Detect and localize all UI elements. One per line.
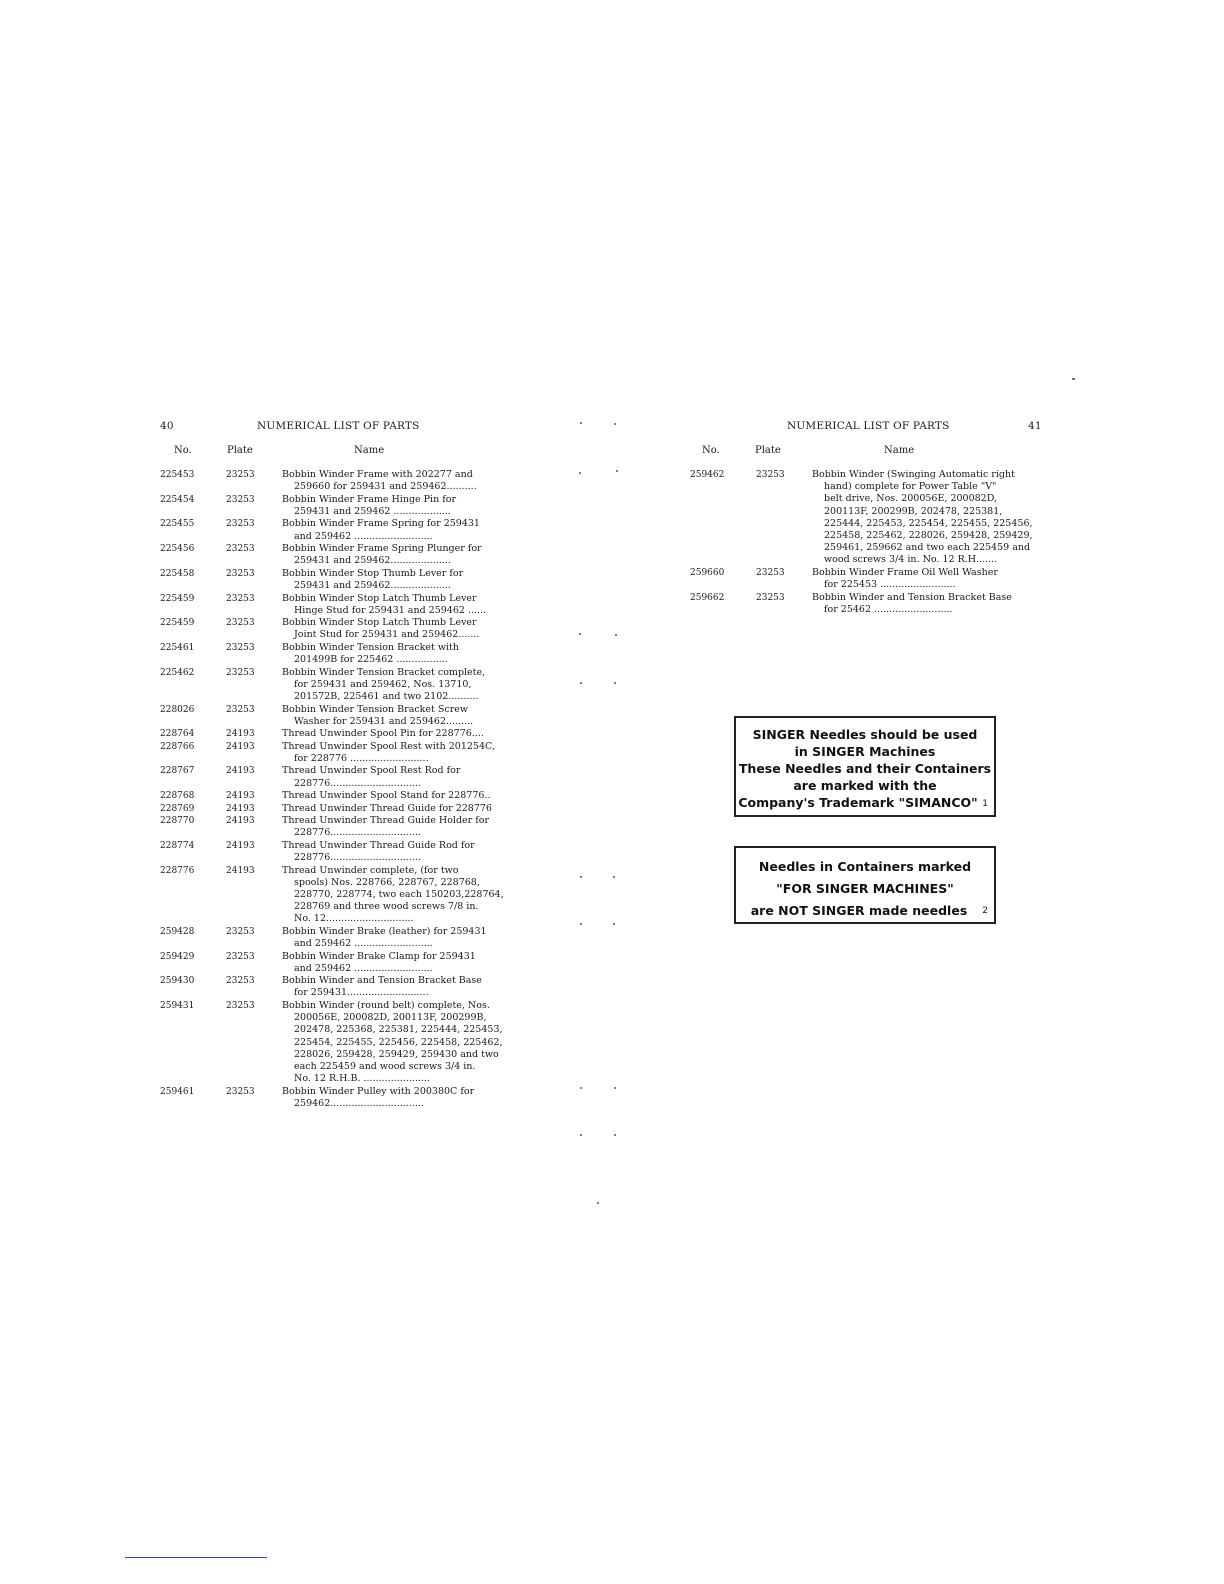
part-name-line: spools) Nos. 228766, 228767, 228768, <box>294 876 480 888</box>
part-name-line: hand) complete for Power Table "V" <box>824 481 997 493</box>
part-name-line: No. 12............................. <box>294 913 414 925</box>
part-row <box>160 1000 520 1085</box>
part-name-line: and 259462 .......................... <box>294 938 433 950</box>
part-name-line: Bobbin Winder Brake Clamp for 259431 <box>282 950 476 962</box>
parts-list <box>160 469 520 1110</box>
not-singer-needles-notice <box>734 846 996 924</box>
part-number: 259428 <box>160 926 195 937</box>
part-name-line: 228769 and three wood screws 7/8 in. <box>294 901 479 913</box>
scan-speck <box>615 634 617 636</box>
part-name-line: Thread Unwinder Spool Stand for 228776.. <box>282 790 491 802</box>
part-name-line: Bobbin Winder Tension Bracket Screw <box>282 703 469 715</box>
page-title: NUMERICAL LIST OF PARTS <box>787 420 950 432</box>
scan-speck <box>1072 378 1075 380</box>
part-number: 259430 <box>160 976 195 987</box>
part-name-line: Washer for 259431 and 259462......... <box>294 715 474 727</box>
part-name-line: Bobbin Winder Stop Latch Thumb Lever <box>282 592 477 604</box>
part-number: 228769 <box>160 803 195 814</box>
plate-number: 23253 <box>226 951 255 962</box>
part-name <box>812 469 1050 567</box>
plate-number: 23253 <box>226 976 255 987</box>
plate-number: 23253 <box>226 1086 255 1097</box>
part-number: 225459 <box>160 593 195 604</box>
part-name-line: Bobbin Winder Frame with 202277 and <box>282 469 473 480</box>
part-number: 225453 <box>160 470 195 480</box>
part-number: 228764 <box>160 729 195 740</box>
part-name-line: each 225459 and wood screws 3/4 in. <box>294 1060 476 1072</box>
part-number: 259662 <box>690 592 725 603</box>
part-name-line: and 259462 .......................... <box>294 962 433 974</box>
scan-speck <box>613 923 615 925</box>
notice-line: are NOT SINGER made needles <box>750 903 968 918</box>
part-name <box>282 1000 520 1085</box>
scan-speck <box>580 1087 582 1089</box>
part-name-line: Hinge Stud for 259431 and 259462 ...... <box>294 604 487 616</box>
part-name-line: Bobbin Winder Brake (leather) for 259431 <box>282 925 487 937</box>
part-row <box>160 728 520 740</box>
scan-speck <box>579 633 581 635</box>
plate-number: 24193 <box>226 840 255 851</box>
notice-line: in SINGER Machines <box>794 744 936 759</box>
part-name-line: Bobbin Winder Stop Latch Thumb Lever <box>282 617 477 629</box>
part-name-line: Bobbin Winder and Tension Bracket Base <box>812 591 1012 603</box>
part-name-line: Thread Unwinder Thread Guide Rod for <box>282 839 475 851</box>
part-name-line: Thread Unwinder Spool Rest with 201254C, <box>282 740 495 752</box>
scan-speck <box>580 923 582 925</box>
part-name-line: 201572B, 225461 and two 2102.......... <box>294 691 479 703</box>
plate-number: 24193 <box>226 865 255 876</box>
scan-speck <box>580 876 582 878</box>
part-name <box>282 568 520 592</box>
scan-speck <box>614 1134 616 1136</box>
part-row <box>160 642 520 666</box>
part-name-line: for 225453 ......................... <box>824 579 956 591</box>
part-name-line: Thread Unwinder complete, (for two <box>282 864 459 876</box>
part-row <box>160 667 520 704</box>
footer-rule <box>125 1557 267 1558</box>
part-name-line: Bobbin Winder Frame Spring for 259431 <box>282 518 480 530</box>
scan-speck <box>580 1134 582 1136</box>
part-name <box>282 518 520 542</box>
part-name-line: Thread Unwinder Thread Guide Holder for <box>282 815 489 827</box>
part-row <box>160 975 520 999</box>
part-number: 228766 <box>160 741 195 752</box>
page-number: 41 <box>1028 420 1042 432</box>
part-name-line: Bobbin Winder Pulley with 200380C for <box>282 1085 475 1097</box>
part-name-line: for 259431........................... <box>294 987 429 999</box>
part-name-line: 259431 and 259462.................... <box>294 580 451 592</box>
plate-number: 23253 <box>756 567 785 578</box>
part-name-line: and 259462 .......................... <box>294 530 433 542</box>
part-row <box>160 926 520 950</box>
part-name-line: Bobbin Winder (round belt) complete, Nos. <box>282 999 490 1011</box>
part-row <box>160 815 520 839</box>
part-name <box>282 926 520 950</box>
part-row <box>160 803 520 815</box>
part-name-line: belt drive, Nos. 200056E, 200082D, <box>824 493 998 505</box>
part-number: 225456 <box>160 544 195 555</box>
notice-line: "FOR SINGER MACHINES" <box>776 881 954 896</box>
part-name-line: Bobbin Winder Frame Spring Plunger for <box>282 543 482 555</box>
part-name <box>812 567 1050 591</box>
part-number: 225461 <box>160 642 195 653</box>
plate-number: 23253 <box>226 568 255 579</box>
part-name <box>282 494 520 518</box>
plate-number: 24193 <box>226 729 255 740</box>
part-number: 228767 <box>160 766 195 777</box>
part-number: 259462 <box>690 470 725 480</box>
column-header-no: No. <box>702 445 720 456</box>
part-name-line: 259431 and 259462 ................... <box>294 505 451 517</box>
part-name-line: Bobbin Winder (Swinging Automatic right <box>812 469 1015 480</box>
part-name <box>282 865 520 926</box>
part-name-line: 228026, 259428, 259429, 259430 and two <box>294 1048 499 1060</box>
part-name <box>282 765 520 789</box>
part-row <box>160 518 520 542</box>
singer-needles-notice <box>734 716 996 817</box>
part-name <box>282 815 520 839</box>
part-name-line: 259462............................... <box>294 1097 424 1109</box>
notice-line: Company's Trademark "SIMANCO" <box>738 795 978 810</box>
part-number: 225455 <box>160 519 195 530</box>
part-name-line: Thread Unwinder Spool Rest Rod for <box>282 765 461 777</box>
part-name <box>282 593 520 617</box>
plate-number: 24193 <box>226 766 255 777</box>
part-row <box>160 741 520 765</box>
part-number: 228774 <box>160 840 195 851</box>
part-number: 225462 <box>160 667 195 678</box>
part-name-line: wood screws 3/4 in. No. 12 R.H....... <box>824 554 998 566</box>
notice-number: 1 <box>982 799 988 809</box>
part-row <box>160 951 520 975</box>
part-row <box>160 790 520 802</box>
column-header-plate: Plate <box>755 445 781 456</box>
scan-speck <box>614 682 616 684</box>
plate-number: 24193 <box>226 803 255 814</box>
notice-number: 2 <box>982 906 988 916</box>
part-number: 228768 <box>160 791 195 802</box>
part-name-line: 225458, 225462, 228026, 259428, 259429, <box>824 530 1033 542</box>
notice-line: Needles in Containers marked <box>758 859 972 874</box>
part-name-line: 202478, 225368, 225381, 225444, 225453, <box>294 1024 503 1036</box>
column-header-name: Name <box>884 445 915 456</box>
part-row <box>690 469 1050 567</box>
part-number: 259429 <box>160 951 195 962</box>
plate-number: 23253 <box>226 593 255 604</box>
scan-speck <box>614 1087 616 1089</box>
parts-list <box>690 469 1050 616</box>
part-number: 259660 <box>690 567 725 578</box>
part-number: 259461 <box>160 1086 195 1097</box>
part-name <box>282 790 520 802</box>
part-name-line: 200113F, 200299B, 202478, 225381, <box>824 505 1003 517</box>
plate-number: 23253 <box>226 642 255 653</box>
part-name <box>282 667 520 704</box>
part-row <box>160 704 520 728</box>
part-name <box>282 617 520 641</box>
plate-number: 23253 <box>756 470 785 480</box>
scan-speck <box>614 423 616 425</box>
part-row <box>160 494 520 518</box>
plate-number: 23253 <box>226 926 255 937</box>
plate-number: 24193 <box>226 741 255 752</box>
part-name-line: Bobbin Winder and Tension Bracket Base <box>282 975 482 987</box>
part-name-line: 225444, 225453, 225454, 225455, 225456, <box>824 517 1033 529</box>
plate-number: 24193 <box>226 791 255 802</box>
part-name-line: for 228776 .......................... <box>294 752 429 764</box>
page-title: NUMERICAL LIST OF PARTS <box>257 420 420 432</box>
part-name-line: 228776.............................. <box>294 852 421 864</box>
plate-number: 23253 <box>226 1000 255 1011</box>
scan-speck <box>616 470 618 472</box>
part-name-line: No. 12 R.H.B. ...................... <box>294 1073 430 1085</box>
part-name-line: Bobbin Winder Tension Bracket with <box>282 641 459 653</box>
plate-number: 24193 <box>226 816 255 827</box>
part-name <box>282 704 520 728</box>
part-name-line: Bobbin Winder Stop Thumb Lever for <box>282 567 464 579</box>
scan-speck <box>613 876 615 878</box>
part-row <box>160 617 520 641</box>
plate-number: 23253 <box>226 704 255 715</box>
scan-speck <box>597 1202 599 1204</box>
part-row <box>690 567 1050 591</box>
plate-number: 23253 <box>226 544 255 555</box>
part-number: 228770 <box>160 816 195 827</box>
part-number: 259431 <box>160 1000 195 1011</box>
part-name-line: 259431 and 259462.................... <box>294 555 451 567</box>
part-name <box>282 642 520 666</box>
plate-number: 23253 <box>226 470 255 480</box>
part-name-line: 225454, 225455, 225456, 225458, 225462, <box>294 1036 503 1048</box>
part-row <box>690 592 1050 616</box>
part-name-line: Joint Stud for 259431 and 259462....... <box>294 629 480 641</box>
part-number: 228026 <box>160 704 195 715</box>
part-name-line: Thread Unwinder Thread Guide for 228776 <box>282 802 492 814</box>
scan-speck <box>579 472 581 474</box>
part-name-line: 200056E, 200082D, 200113F, 200299B, <box>294 1012 487 1024</box>
part-name-line: 259660 for 259431 and 259462.......... <box>294 481 477 493</box>
part-name-line: Bobbin Winder Tension Bracket complete, <box>282 666 486 678</box>
part-row <box>160 765 520 789</box>
part-number: 225459 <box>160 618 195 629</box>
plate-number: 23253 <box>226 494 255 505</box>
plate-number: 23253 <box>226 667 255 678</box>
scan-speck <box>580 682 582 684</box>
notice-line: are marked with the <box>793 778 937 793</box>
part-row <box>160 865 520 926</box>
plate-number: 23253 <box>756 592 785 603</box>
part-name <box>282 543 520 567</box>
plate-number: 23253 <box>226 519 255 530</box>
part-name <box>282 803 520 815</box>
part-name-line: 228770, 228774, two each 150203,228764, <box>294 888 504 900</box>
part-row <box>160 543 520 567</box>
column-header-no: No. <box>174 445 192 456</box>
plate-number: 23253 <box>226 618 255 629</box>
part-name-line: Thread Unwinder Spool Pin for 228776.... <box>282 728 484 740</box>
column-header-plate: Plate <box>227 445 253 456</box>
part-name-line: 228776.............................. <box>294 827 421 839</box>
part-name-line: Bobbin Winder Frame Hinge Pin for <box>282 493 457 505</box>
part-name-line: Bobbin Winder Frame Oil Well Washer <box>812 566 998 578</box>
part-row <box>160 1086 520 1110</box>
part-name-line: 201499B for 225462 ................. <box>294 654 448 666</box>
part-name <box>282 728 520 740</box>
notice-line: These Needles and their Containers <box>738 761 992 776</box>
part-name <box>282 840 520 864</box>
part-name-line: 228776.............................. <box>294 777 421 789</box>
part-row <box>160 840 520 864</box>
part-number: 228776 <box>160 865 195 876</box>
notice-line: SINGER Needles should be used <box>752 727 978 742</box>
scan-speck <box>580 422 582 424</box>
part-name <box>282 1086 520 1110</box>
part-name <box>282 975 520 999</box>
part-number: 225454 <box>160 494 195 505</box>
column-header-name: Name <box>354 445 385 456</box>
part-row <box>160 469 520 493</box>
part-name-line: 259461, 259662 and two each 225459 and <box>824 542 1031 554</box>
part-name <box>812 592 1050 616</box>
part-name-line: for 25462 .......................... <box>824 603 953 615</box>
part-name-line: for 259431 and 259462, Nos. 13710, <box>294 678 472 690</box>
part-row <box>160 593 520 617</box>
part-number: 225458 <box>160 568 195 579</box>
part-row <box>160 568 520 592</box>
page-number: 40 <box>160 420 174 432</box>
part-name <box>282 469 520 493</box>
part-name <box>282 951 520 975</box>
part-name <box>282 741 520 765</box>
